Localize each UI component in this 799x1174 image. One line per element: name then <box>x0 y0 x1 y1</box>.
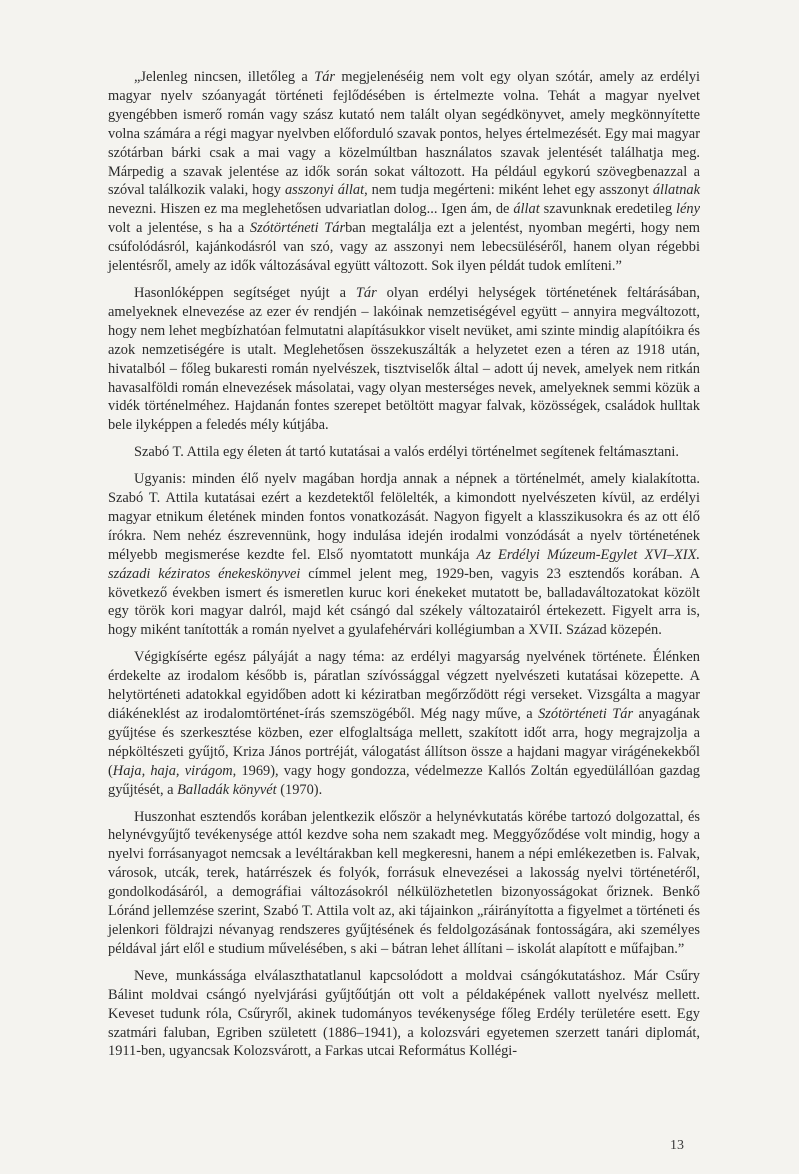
italic-text: Tár <box>314 69 336 85</box>
italic-text: állatnak <box>652 182 701 199</box>
text-run: (1970). <box>276 781 323 798</box>
text-run: „Jelenleg nincsen, illetőleg a <box>134 69 315 85</box>
text-run: ban megtalálja ezt a jelentést, nyomban megérti, hogy nem csúfolódásról, kajánkodásról van szó, vagy az asszonyi nem lebecsüléséről, hanem olyan régebbi jelentésről, amely az idők változásával együtt változott. Sok ilyen példát tudok említeni.” <box>108 220 700 275</box>
text-run: volt a jelentése, s ha a <box>108 220 250 237</box>
paragraph-5 <box>108 648 700 799</box>
text-run: , 1969), vagy hogy gondozza, védelmezze Kallós Zoltán egyedülállóan gazdag gyűjtését, a <box>108 762 700 798</box>
italic-text: Szótörténeti Tár <box>249 220 346 237</box>
text-run: címmel jelent meg, 1929-ben, vagyis 23 esztendős korában. A következő években ismert és ismeretlen kuruc kori énekeket mutatott be, balladaváltozatokat közölt egy török kori magyar dalról, majd két csángó dal székely változatairól értekezett. Figyelt arra is, hogy miként tanították a román nyelvet a gyulafehérvári kollégiumban a XVII. Század közepén. <box>108 565 701 639</box>
paragraph-2 <box>108 284 700 435</box>
body-text <box>108 68 700 1069</box>
text-run: , nem tudja megérteni: miként lehet egy asszonyt <box>364 182 653 199</box>
italic-text: Tár <box>355 284 377 301</box>
page-number: 13 <box>670 1138 684 1153</box>
italic-text: Balladák könyvét <box>177 781 277 798</box>
paragraph-3 <box>108 443 700 462</box>
text-run: anyagának gyűjtése és szerkesztése közben, ezer elfoglaltsága mellett, szakított időt arra, hogy megrajzolja a népköltészeti gyűjtő, Kriza János portréját, válogatást állítson össze a hajdani magyar virágénekekből ( <box>108 706 700 779</box>
text-run: szavunknak eredetileg <box>539 201 677 218</box>
paragraph-6 <box>108 808 700 959</box>
text-run: nevezni. Hiszen ez ma meglehetősen udvariatlan dolog... Igen ám, de <box>108 201 514 218</box>
italic-text: asszonyi állat <box>284 182 365 199</box>
paragraph-7 <box>108 967 700 1062</box>
text-run: Végigkísérte egész pályáját a nagy téma: az erdélyi magyarság nyelvének története. Élénken érdekelte az irodalom később is, páratlan szívóssággal végzett nyelvészeti kutatásai közepette. A helytörténeti adatokkal egyidőben adott ki kéziratban megőrződött régi verseket. Vizsgálta a magyar diákéneklést az irodalomtörténet-írás szemszögéből. Még nagy műve, a <box>108 649 700 722</box>
text-run: megjelenéséig nem volt egy olyan szótár, amely az erdélyi magyar nyelv szóanyagát történeti fejlődésében is értelmezte volna. Tehát a magyar nyelvet gyengébben ismerő román vagy szász kutató nem talált olyan segédkönyvet, amely megkönnyítette volna számára a régi magyar nyelvben előforduló szavak pontos, helyes értelmezését. Egy mai magyar szótárban bárki csak a mai vagy a közelmúltban használatos szavak jelentését találhatja meg. Márpedig a szavak jelentése az idők során sokat változott. Ha például egykorú szövegbenazzal a szóval találkozik valaki, hogy <box>108 69 701 199</box>
text-run: Ugyanis: minden élő nyelv magában hordja annak a népnek a történelmét, amely kialakította. Szabó T. Attila kutatásai ezért a kezdetektől felölelték, a kimondott nyelvészeten kívül, az erdélyi magyar etnikum életének minden fontos vonatkozását. Nagyon figyelt a klasszikusokra és az ott élő írókra. Nem nehéz észrevennünk, hogy indulása idején irodalmi vonzódását a nyelv történetének mélyebb megismerése kezdte fel. Első nyomtatott munkája <box>108 471 700 563</box>
italic-text: lény <box>676 201 700 218</box>
italic-text: állat <box>513 201 540 218</box>
text-run: Neve, munkássága elválaszthatatlanul kapcsolódott a moldvai csángókutatáshoz. Már Csűry Bálint moldvai csángó nyelvjárási gyűjtőútján ott volt a példaképének vallott nyelvész mellett. Keveset tudunk róla, Csűryről, akinek tudományos tevékenysége főleg Erdély területére esett. Egy szatmári faluban, Egriben született (1886–1941), a kolozsvári egyetemen szerzett tanári diplomát, 1911-ben, ugyancsak Kolozsvárott, a Farkas utcai Református Kollégi- <box>108 967 700 1060</box>
paragraph-1 <box>108 68 700 276</box>
paragraph-4 <box>108 470 700 640</box>
text-run: Szabó T. Attila egy életen át tartó kutatásai a valós erdélyi történelmet segítenek feltámasztani. <box>134 444 679 461</box>
italic-text: Haja, haja, virágom <box>112 762 233 779</box>
italic-text: Szótörténeti Tár <box>538 706 634 722</box>
text-run: Huszonhat esztendős korában jelentkezik először a helynévkutatás körébe tartozó dolgozattal, és helynévgyűjtő tevékenysége attól kezdve soha nem szakadt meg. Meggyőződése volt mindig, hogy a nyelvi forrásanyagot nemcsak a levéltárakban kell megkeresni, hanem a népi emlékezetben is. Falvak, városok, utcák, terek, határrészek és folyók, forrásuk elnevezései a lakosság nyelvi történetéről, gondolkodásáról, a demográfiai változásokról nélkülözhetetlen bizonyosságokat őriznek. Benkő Lóránd jellemzése szerint, Szabó T. Attila volt az, aki tájainkon „ráirányította a figyelmet a történeti és jelenkori földrajzi névanyag rendszeres gyűjtésének és feldolgozásának fontosságára, aki személyes példával járt elől e studium művelésében, s aki – bátran lehet állítani – iskolát alapított e műfajban.” <box>108 808 700 957</box>
text-run: olyan erdélyi helységek történetének feltárásában, amelyeknek elnevezése az ezer év rendjén – lakóinak nemzetiségével együtt – annyira megváltozott, hogy nem lehet megbízhatóan felmutatni alapításukkor viselt nevüket, ami szinte mindig alapítóikra és azok nemzetiségére is utalt. Meglehetősen összekuszálták a helyzetet ezen a téren az 1918 után, hivatalból – főleg bukaresti román nyelvészek, tisztviselők által – adott új nevek, amelyek nem ritkán havasalföldi román elnevezések másolatai, vagy olyan mesterséges nevek, amelyeknek semmi közük a vidék történelméhez. Hajdanán fontes szerepet betöltött magyar falvak, közösségek, családok hulltak bele ilyképpen a feledés mély kútjába. <box>108 284 700 434</box>
italic-text: Az Erdélyi Múzeum-Egylet XVI–XIX. századi kéziratos énekeskönyvei <box>108 546 700 582</box>
text-run: Hasonlóképpen segítséget nyújt a <box>134 284 356 301</box>
